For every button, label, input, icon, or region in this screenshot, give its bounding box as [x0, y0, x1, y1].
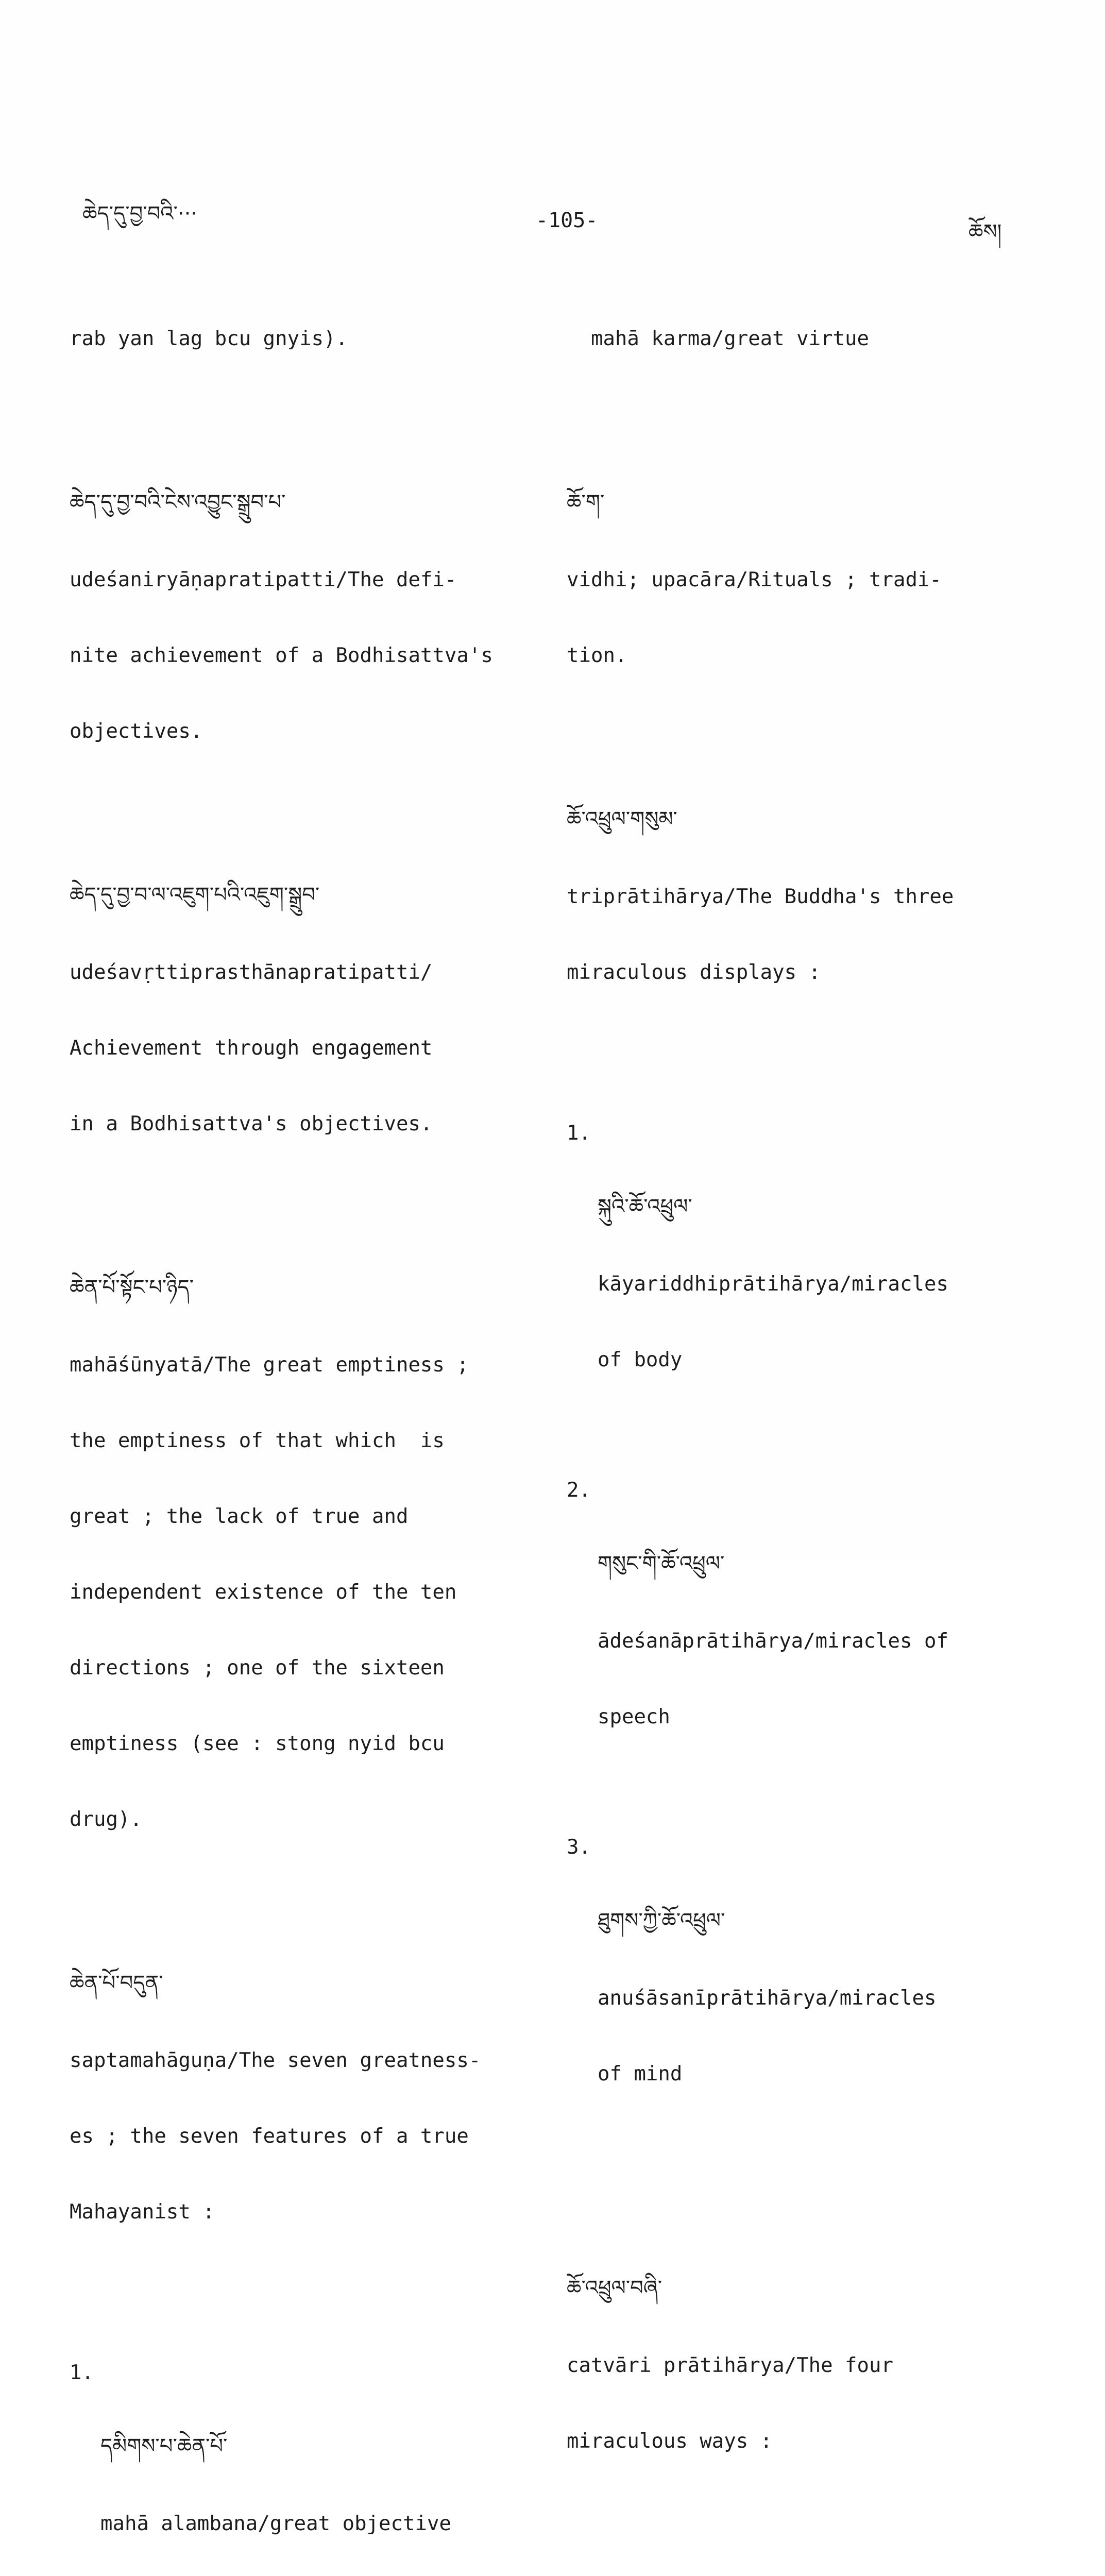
entry-definition-line: vidhi; upacāra/Rituals ; tradi- [567, 568, 942, 591]
entry-definition-line: udeśavṛttiprasthānapratipatti/ [70, 961, 433, 984]
entry-definition-line: drug). [70, 1808, 142, 1831]
entry-headword: ཆེད་དུ་བྱ་བའི་ངེས་འབྱུང་སྒྲུབ་པ་ [70, 490, 286, 514]
running-header-left: ཆེད་དུ་བྱ་བའི་··· [82, 202, 198, 226]
list-item-tibetan: སྐུའི་ཆོ་འཕྲུལ་ [598, 1195, 692, 1218]
right-column [567, 276, 1030, 2576]
entry-definition-line: saptamahāguṇa/The seven greatness- [70, 2049, 481, 2072]
list-item-tibetan: གསུང་གི་ཆོ་འཕྲུལ་ [598, 1552, 725, 1575]
entry-headword: ཆོ་འཕྲུལ་གསུམ་ [567, 807, 677, 831]
entry-definition-line: emptiness (see : stong nyid bcu [70, 1732, 445, 1755]
entry-definition-line: es ; the seven features of a true [70, 2125, 469, 2148]
entry-definition-line: Mahayanist : [70, 2200, 215, 2224]
entry-definition-line: Achievement through engagement [70, 1037, 433, 1060]
list-item [567, 1473, 1030, 1780]
entry-definition-line: udeśaniryāṇapratipatti/The defi- [70, 568, 457, 591]
entry-definition-line: triprātihārya/The Buddha's three [567, 885, 954, 908]
entry-definition-line: miraculous ways : [567, 2430, 773, 2453]
entry-continuation: mahā karma/great virtue [567, 327, 869, 350]
entry-headword: ཆོ་ག་ [567, 490, 605, 514]
entry-definition-line: miraculous displays : [567, 961, 821, 984]
list-item-tibetan: དམིགས་པ་ཆེན་པོ་ [100, 2434, 228, 2458]
list-item-gloss: anuśāsanīprātihārya/miracles [598, 1987, 937, 2010]
list-item-gloss: kāyariddhiprātihārya/miracles [598, 1273, 948, 1296]
entry-definition-line: catvāri prātihārya/The four [567, 2354, 893, 2377]
entry-headword: ཆེད་དུ་བྱ་བ་ལ་འཇུག་པའི་འཇུག་སྒྲུབ་ [70, 883, 320, 907]
entry-definition-line: independent existence of the ten [70, 1581, 457, 1604]
list-number: 1. [70, 2361, 94, 2384]
list-number: 3. [567, 1836, 591, 1859]
list-number: 2. [567, 1479, 591, 1502]
left-column [70, 276, 549, 2576]
entry-continuation: rab yan lag bcu gnyis). [70, 327, 348, 350]
list-item [567, 1831, 1030, 2137]
entry-definition-line: great ; the lack of true and [70, 1505, 409, 1528]
entry-definition-line: mahāśūnyatā/The great emptiness ; [70, 1353, 469, 1377]
list-item [567, 1116, 1030, 1423]
entry-definition-line: the emptiness of that which is [70, 1429, 445, 1452]
list-item-tibetan: ཐུགས་ཀྱི་ཆོ་འཕྲུལ་ [598, 1909, 725, 1933]
list-item-gloss-continued: speech [598, 1705, 670, 1728]
list-item-gloss: mahā alambana/great objective [100, 2512, 451, 2535]
entry-definition-line: nite achievement of a Bodhisattva's [70, 644, 493, 667]
list-number: 1. [567, 1122, 591, 1145]
entry-definition-line: objectives. [70, 720, 203, 743]
entry-headword: ཆེན་པོ་བདུན་ [70, 1971, 163, 1995]
entry-definition-line: tion. [567, 644, 627, 667]
entry-definition-line: in a Bodhisattva's objectives. [70, 1112, 433, 1136]
entry-headword: ཆེན་པོ་སྟོང་པ་ཉིད་ [70, 1276, 194, 1299]
entry-headword: ཆོ་འཕྲུལ་བཞི་ [567, 2276, 662, 2300]
running-header-right: ཆོས། [968, 220, 1002, 244]
list-item [70, 2356, 549, 2576]
list-item-gloss-continued: of mind [598, 2062, 683, 2086]
entry-definition-line: directions ; one of the sixteen [70, 1656, 445, 1680]
page-number: -105- [536, 209, 598, 232]
list-item-gloss-continued: of body [598, 1348, 683, 1371]
list-item-gloss: ādeśanāprātihārya/miracles of [598, 1630, 948, 1653]
